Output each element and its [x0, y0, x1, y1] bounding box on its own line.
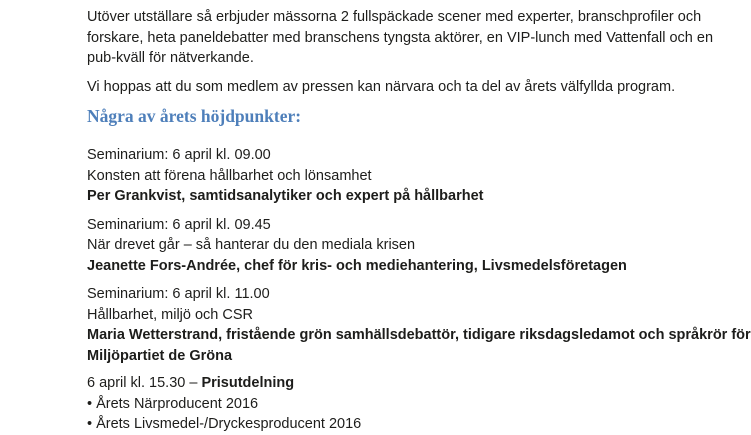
seminar-session-line: Seminarium: 6 april kl. 09.00	[87, 147, 271, 163]
seminar-speaker-line: Per Grankvist, samtidsanalytiker och expert på hållbarhet	[87, 188, 484, 204]
seminar-block	[87, 284, 751, 366]
seminar-block	[87, 145, 706, 207]
award-list-item	[87, 394, 706, 415]
seminar-topic-line: Konsten att förena hållbarhet och lönsamhet	[87, 167, 372, 184]
press-line: Vi hoppas att du som medlem av pressen kan närvara och ta del av årets välfyllda program.	[87, 78, 676, 95]
seminar-session-line: Seminarium: 6 april kl. 09.45	[87, 216, 271, 233]
award-list-item	[87, 414, 706, 435]
intro-line: pub-kväll för nätverkande.	[87, 50, 254, 66]
award-item-text: Årets Livsmedel-/Dryckesproducent 2016	[96, 416, 362, 432]
intro-paragraph	[87, 7, 714, 69]
seminar-speaker-line: Miljöpartiet de Gröna	[87, 347, 233, 364]
seminar-session-line: Seminarium: 6 april kl. 11.00	[87, 286, 270, 302]
press-paragraph	[87, 77, 706, 98]
award-time-prefix: 6 april kl. 15.30 –	[87, 375, 202, 391]
intro-line: forskare, heta paneldebatter med branschens tyngsta aktörer, en VIP-lunch med Vattenfall och en	[87, 29, 714, 46]
seminar-topic-line: Hållbarhet, miljö och CSR	[87, 306, 254, 323]
award-time-line	[87, 373, 706, 394]
seminar-speaker-line: Jeanette Fors-Andrée, chef för kris- och mediehantering, Livsmedelsföretagen	[87, 257, 627, 274]
highlights-heading: Några av årets höjdpunkter:	[87, 106, 302, 126]
seminar-topic-line: När drevet går – så hanterar du den mediala krisen	[87, 237, 416, 253]
seminar-speaker-line: Maria Wetterstrand, fristående grön samhällsdebattör, tidigare riksdagsledamot och språkrör för	[87, 327, 751, 343]
seminar-block	[87, 215, 706, 277]
intro-line: Utöver utställare så erbjuder mässorna 2 fullspäckade scener med experter, branschprofiler och	[87, 9, 702, 25]
award-item-text: Årets Närproducent 2016	[96, 395, 259, 412]
bullet-icon: •	[87, 416, 93, 432]
awards-block	[87, 373, 706, 435]
bullet-icon: •	[87, 395, 93, 412]
award-title: Prisutdelning	[201, 375, 295, 391]
